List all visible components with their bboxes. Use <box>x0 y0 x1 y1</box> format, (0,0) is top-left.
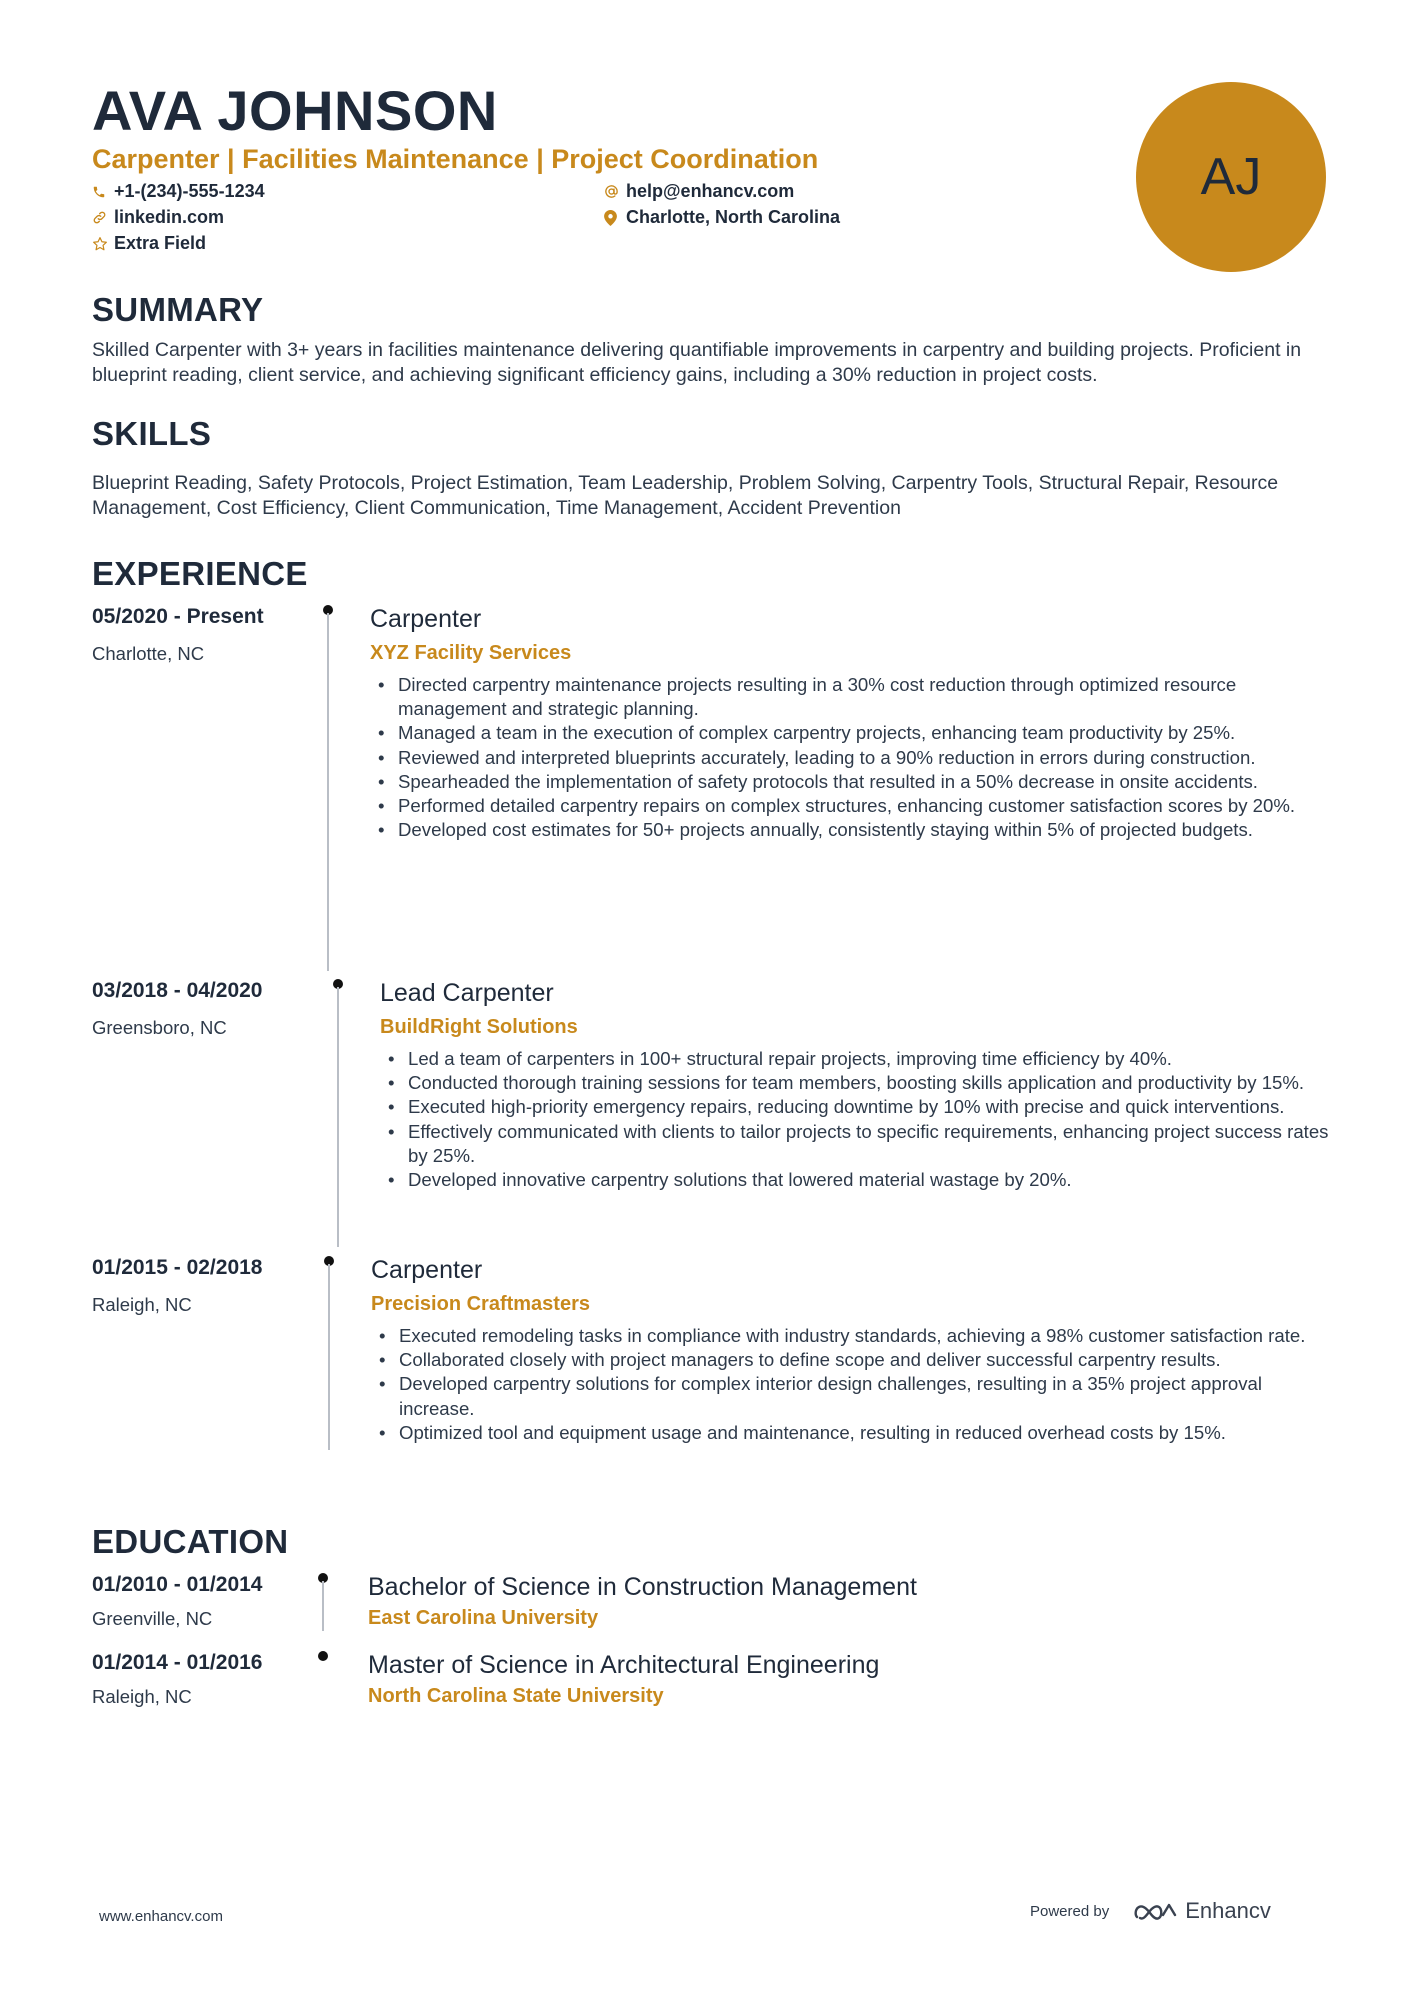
job-company: Precision Craftmasters <box>371 1293 590 1315</box>
star-icon <box>92 236 114 252</box>
job-role: Lead Carpenter <box>380 979 554 1007</box>
job-date: 05/2020 - Present <box>92 605 264 628</box>
timeline-line <box>328 1264 330 1450</box>
job-bullet: • Collaborated closely with project managers to define scope and deliver successful carpentry results. <box>371 1348 1336 1372</box>
footer-website[interactable]: www.enhancv.com <box>99 1908 223 1925</box>
edu-school: North Carolina State University <box>368 1685 664 1707</box>
contact-linkedin[interactable] <box>92 207 224 228</box>
job-bullet: • Optimized tool and equipment usage and maintenance, resulting in reduced overhead costs by 15%. <box>371 1421 1336 1445</box>
linkedin-text[interactable]: linkedin.com <box>114 207 225 227</box>
job-company: BuildRight Solutions <box>380 1016 578 1038</box>
timeline-dot <box>318 1651 328 1661</box>
edu-degree: Bachelor of Science in Construction Management <box>368 1573 917 1601</box>
email-text[interactable]: help@enhancv.com <box>626 181 795 201</box>
job-company: XYZ Facility Services <box>370 642 572 664</box>
skills-text: Blueprint Reading, Safety Protocols, Project Estimation, Team Leadership, Problem Solving, Carpentry Tools, Structural Repair, Resource Management, Cost Efficiency, Client Communication, Time Management, Accident Prevention <box>92 472 1279 519</box>
experience-title: EXPERIENCE <box>92 555 308 592</box>
education-title: EDUCATION <box>92 1523 289 1560</box>
extra-text: Extra Field <box>114 233 207 253</box>
at-icon <box>604 184 626 199</box>
avatar-initials: AJ <box>1200 148 1262 206</box>
job-bullet: • Directed carpentry maintenance projects resulting in a 30% cost reduction through optimized resource management and strategic planning. <box>370 673 1332 721</box>
edu-date: 01/2010 - 01/2014 <box>92 1573 263 1596</box>
edu-school: East Carolina University <box>368 1607 599 1629</box>
timeline-line <box>327 613 329 971</box>
job-bullet: • Managed a team in the execution of complex carpentry projects, enhancing team productivity by 25%. <box>370 721 1332 745</box>
job-bullets <box>371 1324 1336 1445</box>
job-bullet: • Led a team of carpenters in 100+ structural repair projects, improving time efficiency by 40%. <box>380 1047 1332 1071</box>
edu-location: Raleigh, NC <box>92 1686 192 1707</box>
job-bullet: • Developed carpentry solutions for complex interior design challenges, resulting in a 35% project approval increase. <box>371 1372 1336 1420</box>
edu-degree: Master of Science in Architectural Engineering <box>368 1651 880 1679</box>
contact-email[interactable] <box>604 181 794 202</box>
link-icon <box>92 210 114 225</box>
candidate-name: AVA JOHNSON <box>92 79 498 142</box>
location-text: Charlotte, North Carolina <box>626 207 841 227</box>
job-bullet: • Performed detailed carpentry repairs on complex structures, enhancing customer satisfaction scores by 20%. <box>370 794 1332 818</box>
job-bullets <box>370 673 1332 842</box>
contact-phone <box>92 181 265 202</box>
job-bullet: • Executed high-priority emergency repairs, reducing downtime by 10% with precise and quick interventions. <box>380 1095 1332 1119</box>
job-role: Carpenter <box>371 1256 483 1284</box>
summary-title: SUMMARY <box>92 291 264 328</box>
edu-location: Greenville, NC <box>92 1608 213 1629</box>
timeline-line <box>322 1581 324 1631</box>
job-role: Carpenter <box>370 605 482 633</box>
job-bullet: • Spearheaded the implementation of safety protocols that resulted in a 50% decrease in onsite accidents. <box>370 770 1332 794</box>
job-bullet: • Developed innovative carpentry solutions that lowered material wastage by 20%. <box>380 1168 1332 1192</box>
powered-by-text: Powered by <box>1030 1902 1110 1920</box>
edu-date: 01/2014 - 01/2016 <box>92 1651 263 1674</box>
job-location: Raleigh, NC <box>92 1294 192 1315</box>
enhancv-logo-icon <box>1133 1899 1179 1923</box>
phone-text: +1-(234)-555-1234 <box>114 181 265 201</box>
contact-extra <box>92 233 206 254</box>
footer-branding <box>1030 1898 1271 1924</box>
brand-name: Enhancv <box>1185 1898 1271 1923</box>
job-location: Greensboro, NC <box>92 1017 227 1038</box>
job-location: Charlotte, NC <box>92 643 205 664</box>
job-bullet: • Effectively communicated with clients to tailor projects to specific requirements, enhancing project success rates by 25%. <box>380 1120 1332 1168</box>
contact-location <box>604 207 840 228</box>
avatar <box>1136 82 1326 272</box>
job-bullet: • Conducted thorough training sessions for team members, boosting skills application and productivity by 15%. <box>380 1071 1332 1095</box>
phone-icon <box>92 185 114 199</box>
job-bullet: • Executed remodeling tasks in compliance with industry standards, achieving a 98% customer satisfaction rate. <box>371 1324 1336 1348</box>
summary-text: Skilled Carpenter with 3+ years in facilities maintenance delivering quantifiable improvements in carpentry and building projects. Proficient in blueprint reading, client service, and achieving significant efficiency gains, including a 30% reduction in project costs. <box>92 339 1302 386</box>
enhancv-logo[interactable] <box>1133 1898 1271 1924</box>
skills-title: SKILLS <box>92 415 212 452</box>
headline: Carpenter | Facilities Maintenance | Project Coordination <box>92 144 819 174</box>
job-date: 03/2018 - 04/2020 <box>92 979 263 1002</box>
job-bullet: • Developed cost estimates for 50+ projects annually, consistently staying within 5% of projected budgets. <box>370 818 1332 842</box>
timeline-line <box>337 987 339 1247</box>
location-pin-icon <box>604 210 626 226</box>
job-bullets <box>380 1047 1332 1192</box>
job-bullet: • Reviewed and interpreted blueprints accurately, leading to a 90% reduction in errors during construction. <box>370 746 1332 770</box>
job-date: 01/2015 - 02/2018 <box>92 1256 263 1279</box>
